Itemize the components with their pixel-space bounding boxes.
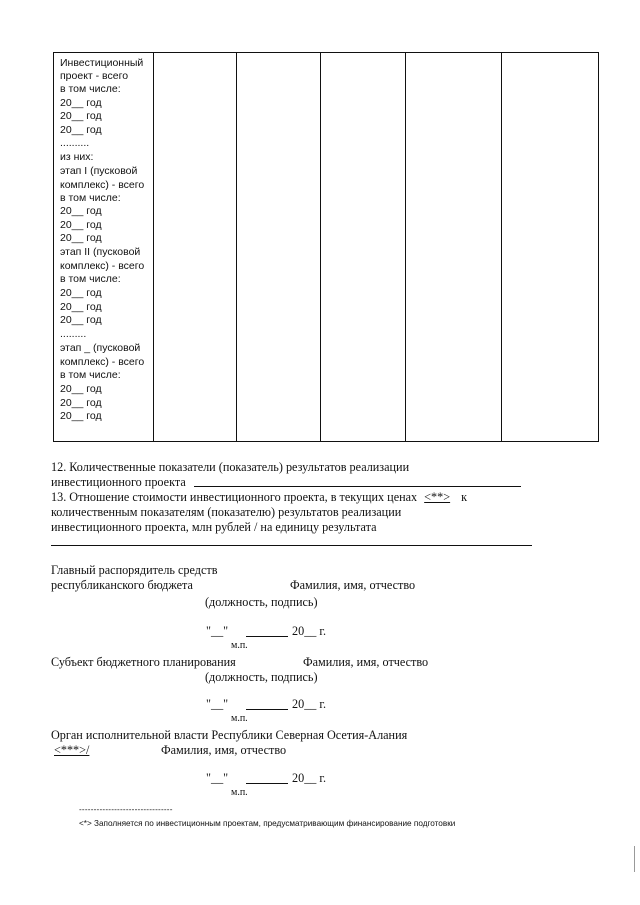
- table-column-divider: [501, 52, 502, 442]
- cell-line: комплекс) - всего: [60, 260, 145, 272]
- cell-line: в том числе:: [60, 369, 121, 381]
- cell-line: 20__ год: [60, 410, 102, 422]
- scan-edge-mark: [634, 846, 635, 872]
- cell-line: в том числе:: [60, 192, 121, 204]
- cell-line: Инвестиционный: [60, 57, 144, 69]
- footnote-text: <*> Заполняется по инвестиционным проектам, предусматривающим финансирование подготовки: [79, 819, 456, 828]
- section-13-heading: [51, 490, 467, 504]
- cell-line: комплекс) - всего: [60, 356, 145, 368]
- table-column-divider: [405, 52, 406, 442]
- table-column-divider: [320, 52, 321, 442]
- signer-title: Главный распорядитель средств: [51, 563, 218, 577]
- cell-line: 20__ год: [60, 301, 102, 313]
- cell-line: 20__ год: [60, 287, 102, 299]
- cell-line: ..........: [60, 137, 90, 149]
- date-year: 20__ г.: [292, 771, 327, 785]
- stamp-place: м.п.: [231, 713, 248, 724]
- cell-line: 20__ год: [60, 97, 102, 109]
- cell-line: проект - всего: [60, 70, 129, 82]
- cell-line: .........: [60, 328, 87, 340]
- footnote-ref-triple[interactable]: <***>/: [54, 743, 90, 757]
- date-quote: "__": [206, 624, 229, 638]
- cell-line: 20__ год: [60, 124, 102, 136]
- cell-line: этап _ (пусковой: [60, 342, 141, 354]
- cell-line: 20__ год: [60, 383, 102, 395]
- signer-name-label: Фамилия, имя, отчество: [303, 655, 429, 669]
- section-13-heading-text: 13. Отношение стоимости инвестиционного проекта, в текущих ценах: [51, 490, 418, 504]
- date-month-line: [246, 783, 288, 784]
- footnote-separator: --------------------------------: [79, 805, 173, 814]
- signer-title: Субъект бюджетного планирования: [51, 655, 236, 669]
- date-year: 20__ г.: [292, 624, 327, 638]
- table-border-right: [598, 52, 599, 442]
- cell-line: комплекс) - всего: [60, 179, 145, 191]
- section-12-heading: 12. Количественные показатели (показатель) результатов реализации: [51, 460, 410, 474]
- section-13-fill-line: [51, 545, 532, 546]
- cell-line: 20__ год: [60, 219, 102, 231]
- stamp-place: м.п.: [231, 640, 248, 651]
- cell-line: 20__ год: [60, 110, 102, 122]
- section-13-line2: количественным показателям (показателю) результатов реализации: [51, 505, 402, 519]
- cell-line: 20__ год: [60, 232, 102, 244]
- signer-name-label: Фамилия, имя, отчество: [161, 743, 287, 757]
- cell-line: из них:: [60, 151, 94, 163]
- date-month-line: [246, 709, 288, 710]
- cell-line: в том числе:: [60, 273, 121, 285]
- cell-line: 20__ год: [60, 314, 102, 326]
- date-year: 20__ г.: [292, 697, 327, 711]
- signer-position-label: (должность, подпись): [205, 670, 318, 684]
- cell-line: в том числе:: [60, 83, 121, 95]
- table-column-divider: [153, 52, 154, 442]
- section-13-heading-tail: к: [461, 490, 468, 504]
- table-column-divider: [236, 52, 237, 442]
- stamp-place: м.п.: [231, 787, 248, 798]
- table-border-left: [53, 52, 54, 442]
- date-quote: "__": [206, 771, 229, 785]
- table-border-bottom: [53, 441, 599, 442]
- date-month-line: [246, 636, 288, 637]
- cell-line: этап II (пусковой: [60, 246, 141, 258]
- table-border-top: [53, 52, 599, 53]
- signer-title: республиканского бюджета: [51, 578, 193, 592]
- signer-title: Орган исполнительной власти Республики Северная Осетия-Алания: [51, 728, 408, 742]
- section-12-fill-line: [194, 486, 521, 487]
- signer-position-label: (должность, подпись): [205, 595, 318, 609]
- cell-line: 20__ год: [60, 205, 102, 217]
- date-quote: "__": [206, 697, 229, 711]
- signer-name-label: Фамилия, имя, отчество: [290, 578, 416, 592]
- cell-line: этап I (пусковой: [60, 165, 138, 177]
- section-12-subject: инвестиционного проекта: [51, 475, 186, 489]
- section-13-line3: инвестиционного проекта, млн рублей / на единицу результата: [51, 520, 377, 534]
- footnote-ref-double[interactable]: <**>: [424, 490, 451, 504]
- cell-line: 20__ год: [60, 397, 102, 409]
